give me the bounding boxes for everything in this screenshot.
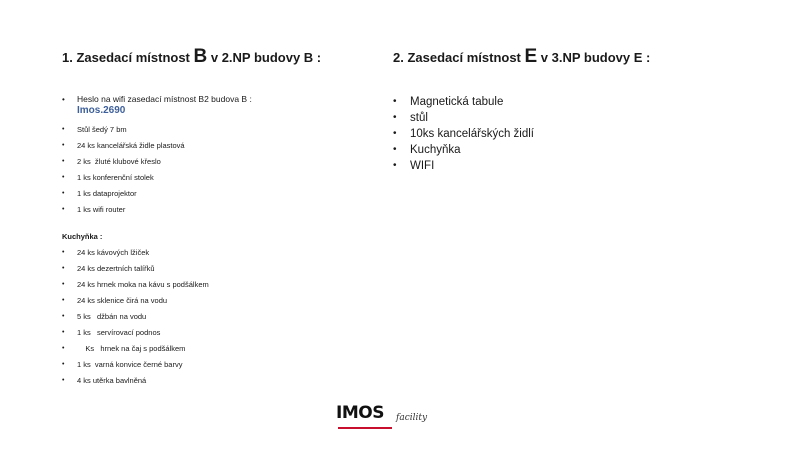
list-item: • WIFI bbox=[393, 158, 773, 174]
list-item: • Ks hrnek na čaj s podšálkem bbox=[62, 341, 382, 357]
kitchen-title: Kuchyňka : bbox=[62, 232, 103, 241]
imos-facility-logo bbox=[336, 403, 440, 435]
list-item: • 10ks kancelářských židlí bbox=[393, 126, 773, 142]
list-item: • stůl bbox=[393, 110, 773, 126]
kitchen-equipment-list bbox=[62, 245, 382, 389]
list-item: • Magnetická tabule bbox=[393, 94, 773, 110]
list-item: • Stůl šedý 7 bm bbox=[62, 122, 382, 138]
room-e-heading: 2. Zasedací místnost E v 3.NP budovy E : bbox=[393, 46, 651, 67]
wifi-password: Imos.2690 bbox=[77, 105, 126, 116]
room-b-equipment-list bbox=[62, 94, 382, 218]
left-column bbox=[62, 46, 382, 389]
wifi-label: Heslo na wifi zasedací místnost B2 budova B : bbox=[77, 94, 252, 104]
logo-subtext: facility bbox=[396, 413, 428, 423]
list-item: • 24 ks hrnek moka na kávu s podšálkem bbox=[62, 277, 382, 293]
list-item: • 1 ks konferenční stolek bbox=[62, 170, 382, 186]
wifi-info bbox=[62, 94, 382, 116]
list-item: • 1 ks dataprojektor bbox=[62, 186, 382, 202]
logo-text: IMOS bbox=[336, 403, 384, 423]
list-item: • 24 ks kancelářská židle plastová bbox=[62, 138, 382, 154]
list-item: • 1 ks servírovací podnos bbox=[62, 325, 382, 341]
list-item: • Kuchyňka bbox=[393, 142, 773, 158]
room-e-equipment-list bbox=[393, 94, 773, 174]
list-item: • 4 ks utěrka bavlněná bbox=[62, 373, 382, 389]
list-item: • 1 ks wifi router bbox=[62, 202, 382, 218]
list-item: • 24 ks sklenice čirá na vodu bbox=[62, 293, 382, 309]
logo-accent-line bbox=[338, 427, 392, 429]
list-item: • 1 ks varná konvice černé barvy bbox=[62, 357, 382, 373]
list-item: • 2 ks žluté klubové křeslo bbox=[62, 154, 382, 170]
list-item: • 24 ks kávových lžiček bbox=[62, 245, 382, 261]
list-item: • 24 ks dezertních talířků bbox=[62, 261, 382, 277]
list-item: • 5 ks džbán na vodu bbox=[62, 309, 382, 325]
right-column bbox=[393, 46, 773, 174]
room-b-heading: 1. Zasedací místnost B v 2.NP budovy B : bbox=[62, 46, 322, 67]
